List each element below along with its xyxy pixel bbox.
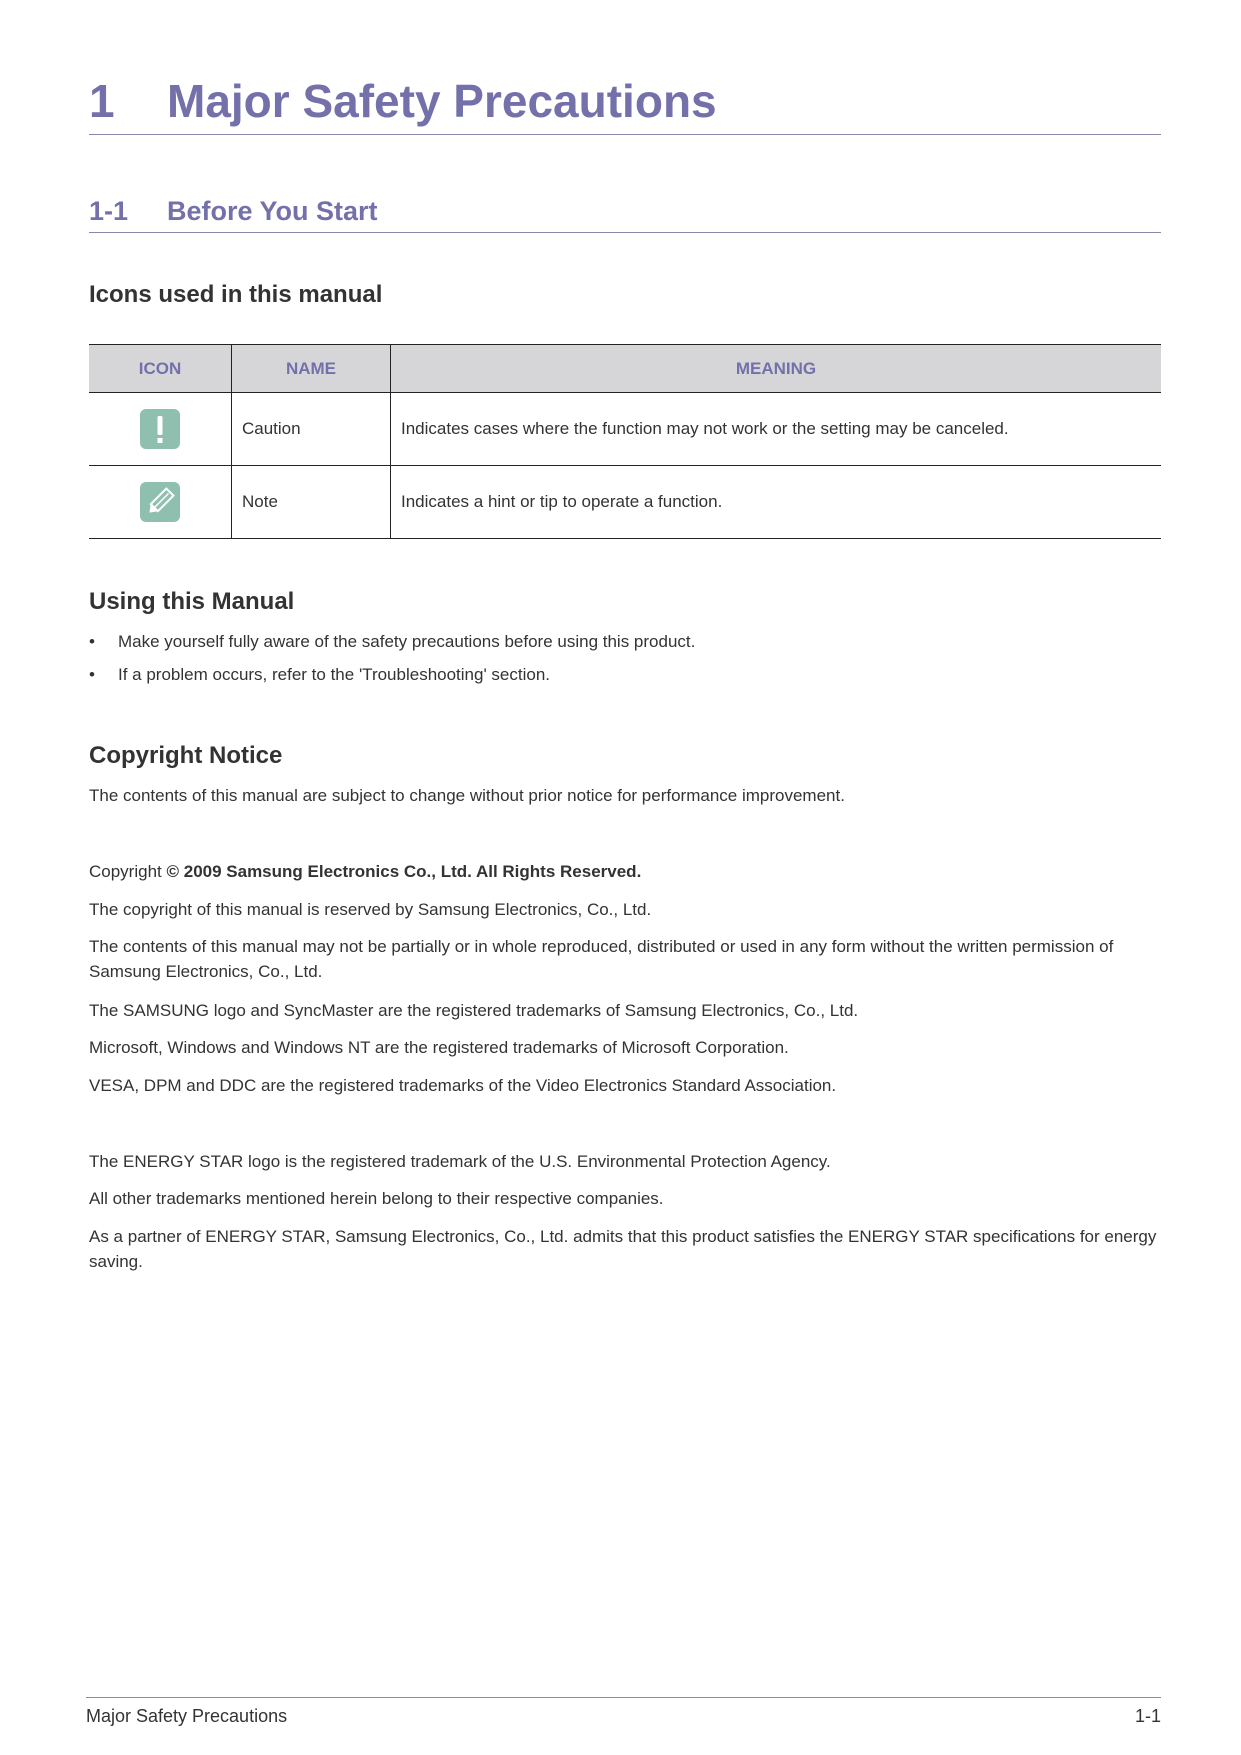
copyright-para: The ENERGY STAR logo is the registered trademark of the U.S. Environmental Protection Agency. [89, 1152, 831, 1171]
divider [89, 232, 1161, 233]
copyright-para: As a partner of ENERGY STAR, Samsung Electronics, Co., Ltd. admits that this product satisfies the ENERGY STAR specifications for energy saving. [89, 1227, 1157, 1271]
table-row [89, 466, 1161, 539]
table-row [89, 393, 1161, 466]
chapter-title-text: Major Safety Precautions [167, 75, 717, 127]
footer-title: Major Safety Precautions [86, 1706, 288, 1726]
page-number: 1-1 [1134, 1706, 1161, 1726]
copyright-para: VESA, DPM and DDC are the registered trademarks of the Video Electronics Standard Association. [89, 1076, 837, 1095]
icon-cell [89, 393, 232, 466]
chapter-number: 1 [89, 75, 115, 127]
bullet-item [89, 665, 550, 685]
bullet-text: If a problem occurs, refer to the 'Troubleshooting' section. [118, 665, 551, 684]
copyright-prefix: Copyright [89, 862, 167, 881]
copyright-heading: Copyright Notice [89, 742, 283, 769]
meaning-cell: Indicates cases where the function may not work or the setting may be canceled. [391, 393, 1162, 466]
icon-cell [89, 466, 232, 539]
table-header [89, 345, 1161, 393]
header-name: NAME [232, 345, 391, 393]
bullet-icon: • [89, 665, 95, 684]
bullet-text: Make yourself fully aware of the safety precautions before using this product. [118, 632, 696, 651]
icons-table [89, 344, 1161, 539]
footer-divider [86, 1697, 1161, 1698]
copyright-para: The SAMSUNG logo and SyncMaster are the registered trademarks of Samsung Electronics, Co., Ltd. [89, 1001, 859, 1020]
header-meaning: MEANING [391, 345, 1162, 393]
bullet-item [89, 632, 695, 652]
header-icon: ICON [89, 345, 232, 393]
copyright-line [89, 859, 1161, 884]
copyright-para: All other trademarks mentioned herein belong to their respective companies. [89, 1189, 664, 1208]
chapter-title [89, 74, 717, 128]
copyright-bold: © 2009 Samsung Electronics Co., Ltd. All Rights Reserved. [166, 862, 642, 881]
name-cell: Caution [232, 393, 391, 466]
section-title [89, 196, 378, 227]
note-pencil-icon [140, 482, 180, 522]
copyright-para: The copyright of this manual is reserved by Samsung Electronics, Co., Ltd. [89, 900, 652, 919]
name-cell: Note [232, 466, 391, 539]
section-title-text: Before You Start [167, 196, 378, 226]
copyright-para: Microsoft, Windows and Windows NT are the registered trademarks of Microsoft Corporation. [89, 1038, 789, 1057]
meaning-cell: Indicates a hint or tip to operate a function. [391, 466, 1162, 539]
using-heading: Using this Manual [89, 588, 295, 615]
bullet-icon: • [89, 632, 95, 651]
section-number: 1-1 [89, 196, 129, 226]
caution-icon [140, 409, 180, 449]
copyright-para: The contents of this manual may not be partially or in whole reproduced, distributed or used in any form without the written permission of Samsung Electronics, Co., Ltd. [89, 937, 1114, 981]
divider [89, 134, 1161, 135]
copyright-intro: The contents of this manual are subject to change without prior notice for performance improvement. [89, 786, 845, 805]
icons-heading: Icons used in this manual [89, 281, 383, 308]
